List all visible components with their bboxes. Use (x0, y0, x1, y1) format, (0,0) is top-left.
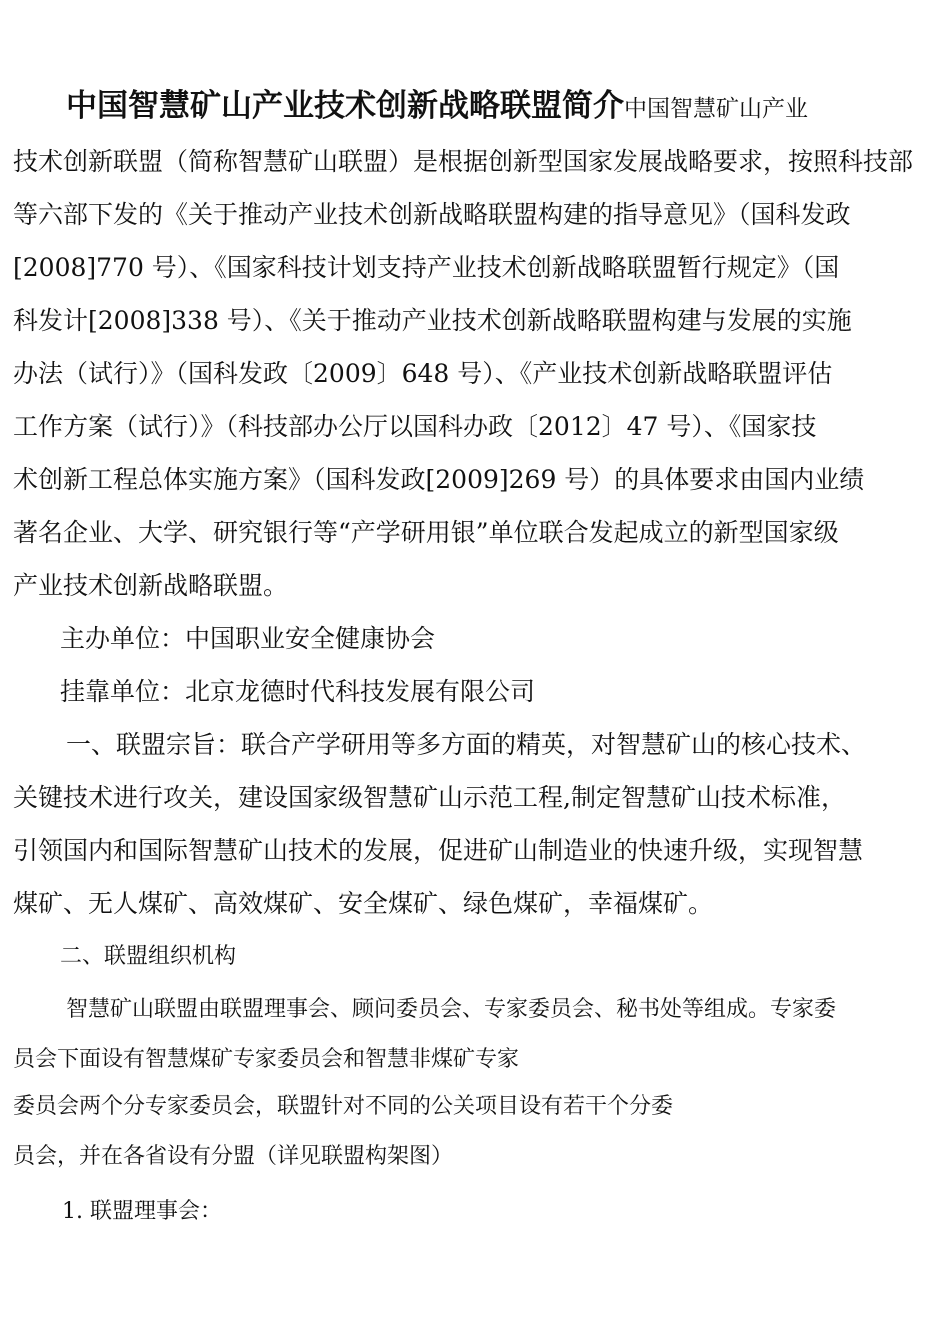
purpose-line-3: 引领国内和国际智慧矿山技术的发展，促进矿山制造业的快速升级，实现智慧 (13, 836, 864, 865)
affiliated-unit: 挂靠单位：北京龙德时代科技发展有限公司 (60, 677, 536, 706)
document-title: 中国智慧矿山产业技术创新战略联盟简介 (66, 88, 624, 124)
item-1-heading: 1. 联盟理事会： (62, 1199, 222, 1224)
org-line-2: 员会下面设有智慧煤矿专家委员会和智慧非煤矿专家 (13, 1047, 520, 1072)
intro-line-5: 科发计[2008]338 号）、《关于推动产业技术创新战略联盟构建与发展的实施 (13, 306, 852, 335)
intro-line-1: 中国智慧矿山产业 (624, 96, 808, 122)
org-line-3: 委员会两个分专家委员会，联盟针对不同的公关项目设有若干个分委 (13, 1094, 674, 1119)
intro-line-6: 办法（试行）》（国科发政〔2009〕648 号）、《产业技术创新战略联盟评估 (13, 359, 833, 388)
purpose-line-1: 一、联盟宗旨：联合产学研用等多方面的精英，对智慧矿山的核心技术、 (66, 730, 867, 759)
intro-line-3: 等六部下发的《关于推动产业技术创新战略联盟构建的指导意见》（国科发政 (13, 200, 851, 229)
intro-line-4: [2008]770 号）、《国家科技计划支持产业技术创新战略联盟暂行规定》（国 (13, 253, 840, 282)
intro-line-8: 术创新工程总体实施方案》（国科发政[2009]269 号）的具体要求由国内业绩 (13, 465, 865, 494)
title-line (66, 86, 808, 129)
org-line-1: 智慧矿山联盟由联盟理事会、顾问委员会、专家委员会、秘书处等组成。专家委 (66, 997, 837, 1022)
intro-line-10: 产业技术创新战略联盟。 (13, 571, 289, 600)
host-unit: 主办单位：中国职业安全健康协会 (60, 624, 436, 653)
purpose-line-4: 煤矿、无人煤矿、高效煤矿、安全煤矿、绿色煤矿，幸福煤矿。 (13, 889, 714, 918)
org-line-4: 员会，并在各省设有分盟（详见联盟构架图） (13, 1144, 454, 1169)
purpose-line-2: 关键技术进行攻关，建设国家级智慧矿山示范工程,制定智慧矿山技术标准， (13, 783, 846, 812)
intro-line-9: 著名企业、大学、研究银行等“产学研用银”单位联合发起成立的新型国家级 (13, 518, 839, 547)
section-2-heading: 二、联盟组织机构 (60, 944, 237, 969)
intro-line-7: 工作方案（试行）》（科技部办公厅以国科办政〔2012〕47 号）、《国家技 (13, 412, 817, 441)
intro-line-2: 技术创新联盟（简称智慧矿山联盟）是根据创新型国家发展战略要求，按照科技部 (13, 147, 914, 176)
